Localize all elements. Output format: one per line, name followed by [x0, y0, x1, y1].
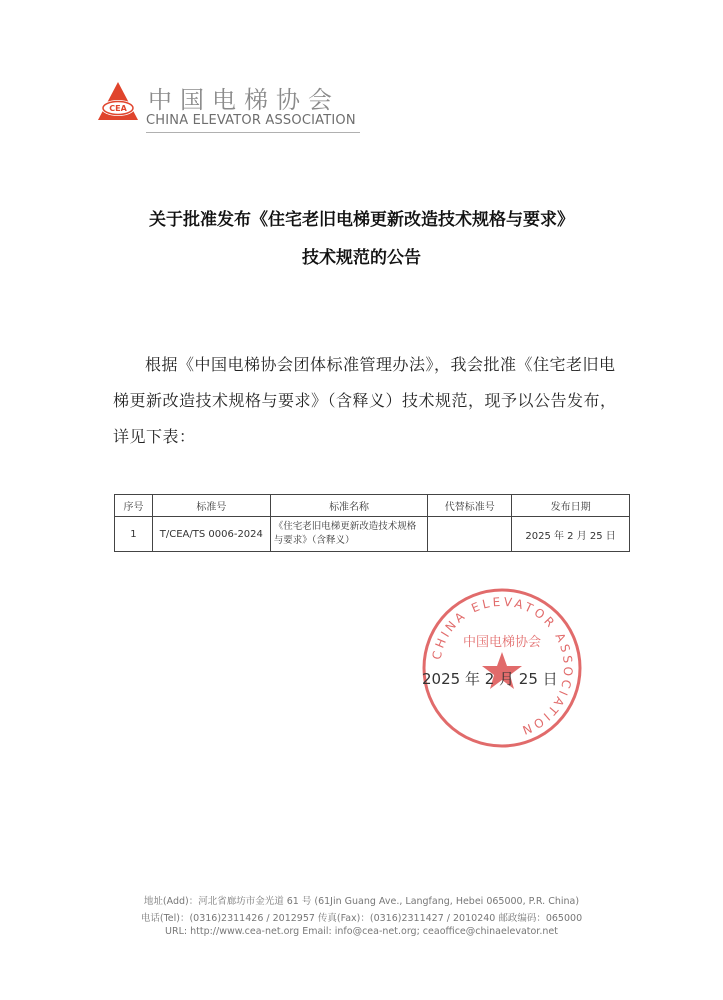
org-name-chinese: 中国电梯协会	[148, 86, 340, 114]
cell-release-date: 2025 年 2 月 25 日	[512, 517, 630, 552]
signature-date: 2025 年 2 月 25 日	[422, 670, 558, 688]
header-standard-name: 标准名称	[270, 495, 428, 517]
announcement-body: 根据《中国电梯协会团体标准管理办法》，我会批准《住宅老旧电梯更新改造技术规格与要求》（含释义）技术规范，现予以公告发布，详见下表：	[113, 355, 617, 446]
cell-index: 1	[115, 517, 153, 552]
cell-standard-no: T/CEA/TS 0006-2024	[152, 517, 270, 552]
footer-address: 地址(Add)：河北省廊坊市金光道 61 号 (61Jin Guang Ave., Langfang, Hebei 065000, P.R. China)	[143, 896, 580, 907]
cell-replaced-standard	[428, 517, 512, 552]
footer-contact: URL: http://www.cea-net.org Email: info@cea-net.org; ceaoffice@chinaelevator.net	[165, 926, 558, 937]
cell-standard-name: 《住宅老旧电梯更新改造技术规格与要求》（含释义）	[270, 517, 428, 552]
seal-inner-text: 中国电梯协会	[462, 635, 542, 650]
logo-text: CEA	[109, 104, 127, 113]
standards-table	[114, 494, 630, 552]
table-header-row	[115, 495, 630, 517]
header-standard-no: 标准号	[152, 495, 270, 517]
cea-logo-icon	[96, 80, 140, 124]
letterhead-rule	[146, 132, 360, 133]
seal-ring-text: CHINA ELEVATOR ASSOCIATION	[429, 594, 576, 739]
announcement-title-line1: 关于批准发布《住宅老旧电梯更新改造技术规格与要求》	[149, 210, 574, 230]
header-index: 序号	[115, 495, 153, 517]
org-name-english: CHINA ELEVATOR ASSOCIATION	[146, 113, 356, 128]
footer-phone: 电话(Tel)：(0316)2311426 / 2012957 传真(Fax)：(0316)2311427 / 2010240 邮政编码：065000	[140, 913, 583, 924]
header-release-date: 发布日期	[512, 495, 630, 517]
announcement-title-line2: 技术规范的公告	[302, 248, 421, 268]
table-row	[115, 517, 630, 552]
header-replaced-standard: 代替标准号	[428, 495, 512, 517]
